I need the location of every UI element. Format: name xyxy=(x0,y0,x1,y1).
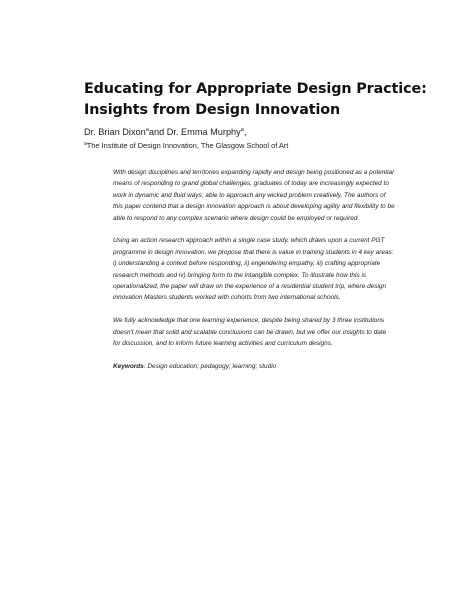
author-2: and Dr. Emma Murphy xyxy=(148,127,241,137)
author-1: Dr. Brian Dixon xyxy=(84,127,146,137)
paper-title xyxy=(84,79,427,121)
abstract-paragraph: Using an action research approach within a single case study, which draws upon a current PGT programme in design innovation, we propose that there is value in training students in 4 key areas: i) understanding a context before responding, ii) engendering empathy, iii) crafting appropriate research methods and iv) bringing form to the intangible complex. To illustrate how this is operationalized, the paper will draw on the experience of a residential student trip, where design innovation Masters students worked with cohorts from two international schools. xyxy=(113,237,394,302)
abstract xyxy=(113,167,395,384)
affiliation-mark: a xyxy=(84,141,87,147)
author-line xyxy=(84,124,246,138)
affiliation-text: The Institute of Design Innovation, The Glasgow School of Art xyxy=(86,141,289,150)
paper-title-line-1: Educating for Appropriate Design Practice: xyxy=(84,81,427,97)
author-line-trailing: , xyxy=(243,127,247,137)
abstract-paragraph: We fully acknowledge that one learning experience, despite being shared by 3 three institutions doesn't mean that solid and scalable conclusions can be drawn, but we offer our insights to date for discussion, and to inform future learning activities and curriculum designs. xyxy=(113,317,387,348)
keywords-line xyxy=(113,361,395,372)
paper-title-line-2: Insights from Design Innovation xyxy=(84,102,341,118)
abstract-paragraph: With design disciplines and territories expanding rapidly and design being positioned as a potential means of responding to grand global challenges, graduates of today are increasingly expected to work in dynamic and fluid ways; able to approach any wicked problem creatively. The authors of this paper contend that a design innovation approach is about developing agility and flexibility to be able to respond to any complex scenario where design could be employed or required. xyxy=(113,169,395,222)
affiliation-line xyxy=(84,139,288,151)
keywords-text: : Design education; pedagogy; learning; studio xyxy=(143,362,277,370)
author-1-affiliation-mark: a xyxy=(145,127,149,133)
author-2-affiliation-mark: a xyxy=(240,127,244,133)
keywords-label: Keywords xyxy=(113,362,144,370)
